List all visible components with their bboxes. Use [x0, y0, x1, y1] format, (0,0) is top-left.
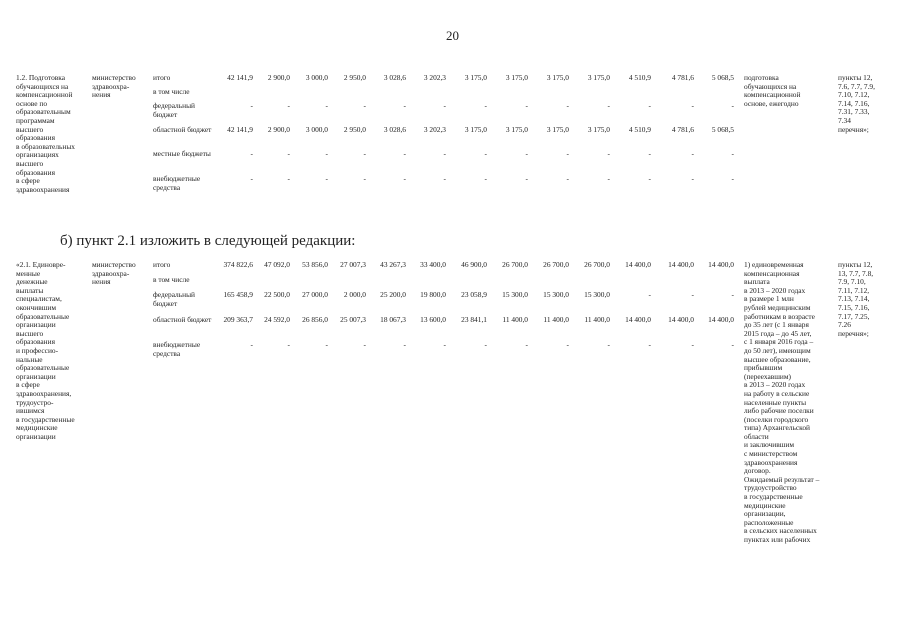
value-cell: - — [443, 149, 446, 158]
task-name-line: образования — [16, 133, 55, 143]
value-cell: 19 800,0 — [420, 290, 446, 299]
value-cell: - — [731, 174, 734, 183]
value-cell: 26 700,0 — [502, 260, 528, 269]
expected-result-line: расположенные — [744, 517, 794, 527]
value-cell: 11 400,0 — [543, 315, 569, 324]
plan-points-line: 7.26 — [838, 320, 851, 330]
value-cell: - — [691, 290, 694, 299]
value-cell: - — [525, 174, 528, 183]
value-cell: 5 068,5 — [711, 73, 734, 82]
value-cell: 13 600,0 — [420, 315, 446, 324]
funding-source: областной бюджет — [153, 315, 212, 324]
expected-result-line: населенные пункты — [744, 397, 807, 407]
value-cell: 27 000,0 — [302, 290, 328, 299]
value-cell: 3 175,0 — [587, 73, 610, 82]
expected-result-line: и заключившим — [744, 440, 795, 450]
value-cell: - — [250, 174, 253, 183]
funding-source: внебюджетные средства — [153, 340, 201, 358]
value-cell: 46 900,0 — [461, 260, 487, 269]
value-cell: 4 510,9 — [628, 73, 651, 82]
value-cell: - — [566, 340, 569, 349]
funding-source: внебюджетные средства — [153, 174, 201, 192]
value-cell: 42 141,9 — [227, 125, 253, 134]
task-name-line: менные — [16, 268, 41, 278]
plan-points-line: 7.10, 7.12, — [838, 90, 870, 100]
value-cell: - — [363, 174, 366, 183]
expected-result-line: области — [744, 431, 769, 441]
task-name-line: образовательным — [16, 107, 71, 117]
table-row — [0, 261, 905, 273]
value-cell: - — [325, 101, 328, 110]
value-cell: - — [691, 149, 694, 158]
value-cell: - — [731, 101, 734, 110]
value-cell: - — [648, 340, 651, 349]
value-cell: 3 028,6 — [383, 73, 406, 82]
value-cell: 27 007,3 — [340, 260, 366, 269]
value-cell: - — [325, 149, 328, 158]
value-cell: 3 175,0 — [587, 125, 610, 134]
task-name-line: в государственные — [16, 414, 75, 424]
value-cell: 3 175,0 — [464, 73, 487, 82]
value-cell: 2 900,0 — [267, 125, 290, 134]
table-row — [0, 126, 905, 138]
expected-result-line: Ожидаемый результат – — [744, 474, 820, 484]
value-cell: 11 400,0 — [584, 315, 610, 324]
value-cell: 3 175,0 — [505, 73, 528, 82]
value-cell: 15 300,0 — [584, 290, 610, 299]
value-cell: - — [363, 101, 366, 110]
task-name-line: в образовательных — [16, 141, 76, 151]
task-name-line: денежные — [16, 277, 48, 287]
value-cell: 3 000,0 — [305, 73, 328, 82]
value-cell: 22 500,0 — [264, 290, 290, 299]
plan-points-line: 7.17, 7.25, — [838, 311, 870, 321]
executor-line: здравоохра- — [92, 81, 130, 91]
expected-result-line: с министерством — [744, 449, 798, 459]
expected-result-line: рублей медицинским — [744, 302, 811, 312]
funding-source: итого — [153, 73, 171, 82]
value-cell: 11 400,0 — [502, 315, 528, 324]
value-cell: - — [325, 174, 328, 183]
plan-points-line: 7.14, 7.16, — [838, 98, 870, 108]
value-cell: 3 175,0 — [546, 73, 569, 82]
funding-source: в том числе — [153, 87, 190, 96]
expected-result-line: выплата — [744, 277, 770, 287]
value-cell: - — [287, 340, 290, 349]
value-cell: - — [691, 174, 694, 183]
expected-result — [744, 261, 840, 545]
value-cell: - — [287, 101, 290, 110]
task-name-line: медицинские — [16, 423, 58, 433]
value-cell: 14 400,0 — [708, 260, 734, 269]
value-cell: - — [566, 101, 569, 110]
task-name-line: нальные — [16, 354, 43, 364]
value-cell: 2 900,0 — [267, 73, 290, 82]
value-cell: 374 822,6 — [223, 260, 253, 269]
value-cell: 14 400,0 — [668, 260, 694, 269]
value-cell: 23 058,9 — [461, 290, 487, 299]
expected-result-line: основе, ежегодно — [744, 98, 799, 108]
value-cell: - — [250, 340, 253, 349]
table-row — [0, 98, 905, 119]
funding-source: местные бюджеты — [153, 149, 211, 158]
value-cell: - — [731, 290, 734, 299]
task-name-line: «2.1. Единовре- — [16, 260, 66, 269]
value-cell: - — [250, 149, 253, 158]
expected-result-line: (переехавшим) — [744, 371, 792, 381]
table-row — [0, 316, 905, 328]
expected-result-line: организации, — [744, 509, 786, 519]
value-cell: 14 400,0 — [708, 315, 734, 324]
task-name-line: образования — [16, 167, 55, 177]
task-name-line: и профессио- — [16, 345, 59, 355]
value-cell: 209 363,7 — [223, 315, 253, 324]
plan-points-line: пункты 12, — [838, 260, 873, 269]
plan-points-line: перечня»; — [838, 328, 869, 338]
expected-result-line: на работу в сельские — [744, 388, 810, 398]
task-name-line: организации — [16, 320, 56, 330]
value-cell: 18 067,3 — [380, 315, 406, 324]
expected-result-line: в 2013 – 2020 годах — [744, 285, 806, 295]
value-cell: - — [607, 101, 610, 110]
value-cell: - — [691, 340, 694, 349]
value-cell: - — [648, 290, 651, 299]
executor-line: нения — [92, 277, 111, 287]
value-cell: - — [607, 174, 610, 183]
value-cell: - — [443, 340, 446, 349]
value-cell: - — [403, 101, 406, 110]
value-cell: - — [566, 149, 569, 158]
page-number: 20 — [446, 28, 459, 43]
value-cell: 3 175,0 — [546, 125, 569, 134]
value-cell: 3 000,0 — [305, 125, 328, 134]
value-cell: - — [525, 149, 528, 158]
task-name-line: ившимся — [16, 406, 45, 416]
value-cell: 26 700,0 — [584, 260, 610, 269]
value-cell: 14 400,0 — [668, 315, 694, 324]
task-name-line: компенсационной — [16, 90, 73, 100]
task-name-line: в сфере — [16, 176, 40, 186]
task-name-line: обучающихся на — [16, 81, 69, 91]
task-name-line: образовательные — [16, 311, 70, 321]
value-cell: 23 841,1 — [461, 315, 487, 324]
table-row — [0, 340, 905, 358]
table-row — [0, 150, 905, 162]
executor-line: министерство — [92, 260, 136, 269]
task-name-line: высшего — [16, 158, 44, 168]
task-name-line: окончившим — [16, 302, 57, 312]
value-cell: 3 202,3 — [423, 73, 446, 82]
value-cell: 15 300,0 — [543, 290, 569, 299]
task-name-line: организации — [16, 431, 56, 441]
value-cell: - — [403, 340, 406, 349]
plan-points-line: 7.6, 7.7, 7.9, — [838, 81, 875, 91]
expected-result-line: обучающихся на — [744, 81, 797, 91]
expected-result-line: высшее образование, — [744, 354, 811, 364]
task-name-line: трудоустро- — [16, 397, 54, 407]
funding-source: в том числе — [153, 275, 190, 284]
expected-result-line: в размере 1 млн — [744, 294, 794, 304]
value-cell: - — [287, 149, 290, 158]
expected-result-line: договор. — [744, 466, 771, 476]
plan-points-line: 7.13, 7.14, — [838, 294, 870, 304]
executor-line: здравоохра- — [92, 268, 130, 278]
task-name-line: образования — [16, 337, 55, 347]
value-cell: - — [648, 149, 651, 158]
expected-result-line: либо рабочие поселки — [744, 406, 814, 416]
expected-result-line: в 2013 – 2020 годах — [744, 380, 806, 390]
funding-source: областной бюджет — [153, 125, 212, 134]
executor-line: нения — [92, 90, 111, 100]
expected-result-line: в государственные — [744, 492, 803, 502]
edit-instruction-heading: б) пункт 2.1 изложить в следующей редакции: — [60, 233, 356, 249]
value-cell: - — [443, 101, 446, 110]
value-cell: - — [484, 340, 487, 349]
value-cell: 24 592,0 — [264, 315, 290, 324]
value-cell: - — [250, 101, 253, 110]
value-cell: - — [691, 101, 694, 110]
value-cell: - — [484, 174, 487, 183]
value-cell: - — [484, 101, 487, 110]
value-cell: 43 267,3 — [380, 260, 406, 269]
value-cell: - — [731, 149, 734, 158]
table-row — [0, 74, 905, 86]
expected-result-line: 1) единовременная — [744, 260, 804, 269]
funding-source: федеральный бюджет — [153, 290, 195, 308]
task-name-line: здравоохранения, — [16, 388, 72, 398]
value-cell: 14 400,0 — [625, 260, 651, 269]
value-cell: - — [484, 149, 487, 158]
plan-points-line: пункты 12, — [838, 73, 873, 82]
plan-points-line: 7.15, 7.16, — [838, 302, 870, 312]
value-cell: 4 781,6 — [671, 73, 694, 82]
expected-result-line: до 50 лет), имеющим — [744, 345, 811, 355]
value-cell: - — [607, 149, 610, 158]
task-name-line: высшего — [16, 124, 44, 134]
plan-points-line: 13, 7.7, 7.8, — [838, 268, 874, 278]
value-cell: - — [403, 149, 406, 158]
value-cell: 3 175,0 — [505, 125, 528, 134]
task-name-line: выплаты — [16, 285, 44, 295]
value-cell: 33 400,0 — [420, 260, 446, 269]
value-cell: - — [648, 174, 651, 183]
value-cell: 2 950,0 — [343, 73, 366, 82]
expected-result-line: (поселки городского — [744, 414, 809, 424]
section-2-1 — [0, 260, 905, 544]
value-cell: - — [648, 101, 651, 110]
value-cell: - — [363, 340, 366, 349]
task-name-line: высшего — [16, 328, 44, 338]
value-cell: 3 028,6 — [383, 125, 406, 134]
value-cell: 25 007,3 — [340, 315, 366, 324]
funding-source: федеральный бюджет — [153, 101, 195, 119]
value-cell: - — [325, 340, 328, 349]
expected-result-line: прибывшим — [744, 363, 783, 373]
value-cell: - — [287, 174, 290, 183]
value-cell: - — [363, 149, 366, 158]
expected-result-line: пунктах или рабочих — [744, 535, 811, 544]
task-name-line: в сфере — [16, 380, 40, 390]
value-cell: - — [607, 340, 610, 349]
plan-points-line: 7.11, 7.12, — [838, 285, 870, 295]
value-cell: 26 856,0 — [302, 315, 328, 324]
value-cell: 3 175,0 — [464, 125, 487, 134]
expected-result-line: с 1 января 2016 года – — [744, 337, 814, 347]
plan-points-line: 7.31, 7.33, — [838, 107, 870, 117]
task-name-line: программам — [16, 115, 55, 125]
value-cell: 53 856,0 — [302, 260, 328, 269]
value-cell: 26 700,0 — [543, 260, 569, 269]
expected-result-line: работникам в возрасте — [744, 311, 815, 321]
executor-line: министерство — [92, 73, 136, 82]
value-cell: - — [566, 174, 569, 183]
expected-result-line: подготовка — [744, 73, 779, 82]
value-cell: - — [443, 174, 446, 183]
expected-result-line: типа) Архангельской — [744, 423, 811, 433]
value-cell: - — [403, 174, 406, 183]
plan-points-line: 7.34 — [838, 115, 851, 125]
expected-result-line: трудоустройство — [744, 483, 797, 493]
value-cell: 2 000,0 — [343, 290, 366, 299]
section-1-2 — [0, 73, 905, 194]
value-cell: 4 781,6 — [671, 125, 694, 134]
task-name-line: организациях — [16, 150, 59, 160]
expected-result-line: до 35 лет (с 1 января — [744, 320, 809, 330]
expected-result-line: 2015 года – до 45 лет, — [744, 328, 812, 338]
value-cell: 15 300,0 — [502, 290, 528, 299]
expected-result-line: компенсационной — [744, 90, 801, 100]
value-cell: 2 950,0 — [343, 125, 366, 134]
task-name-line: организации — [16, 371, 56, 381]
value-cell: 47 092,0 — [264, 260, 290, 269]
value-cell: - — [525, 101, 528, 110]
value-cell: 42 141,9 — [227, 73, 253, 82]
task-name-line: 1.2. Подготовка — [16, 73, 66, 82]
task-name-line: специалистам, — [16, 294, 62, 304]
value-cell: 25 200,0 — [380, 290, 406, 299]
value-cell: 5 068,5 — [711, 125, 734, 134]
value-cell: 165 458,9 — [223, 290, 253, 299]
expected-result-line: компенсационная — [744, 268, 800, 278]
expected-result-line: медицинские — [744, 500, 786, 510]
value-cell: - — [731, 340, 734, 349]
value-cell: 14 400,0 — [625, 315, 651, 324]
plan-points-line: 7.9, 7.10, — [838, 277, 866, 287]
value-cell: - — [525, 340, 528, 349]
task-name-line: образовательные — [16, 363, 70, 373]
expected-result-line: в сельских населенных — [744, 526, 817, 536]
task-name-line: основе по — [16, 98, 48, 108]
plan-points-line: перечня»; — [838, 124, 869, 134]
table-row — [0, 88, 905, 100]
expected-result-line: здравоохранения — [744, 457, 798, 467]
funding-source: итого — [153, 260, 171, 269]
task-name-line: здравоохранения — [16, 184, 70, 194]
table-row — [0, 276, 905, 288]
value-cell: 3 202,3 — [423, 125, 446, 134]
value-cell: 4 510,9 — [628, 125, 651, 134]
